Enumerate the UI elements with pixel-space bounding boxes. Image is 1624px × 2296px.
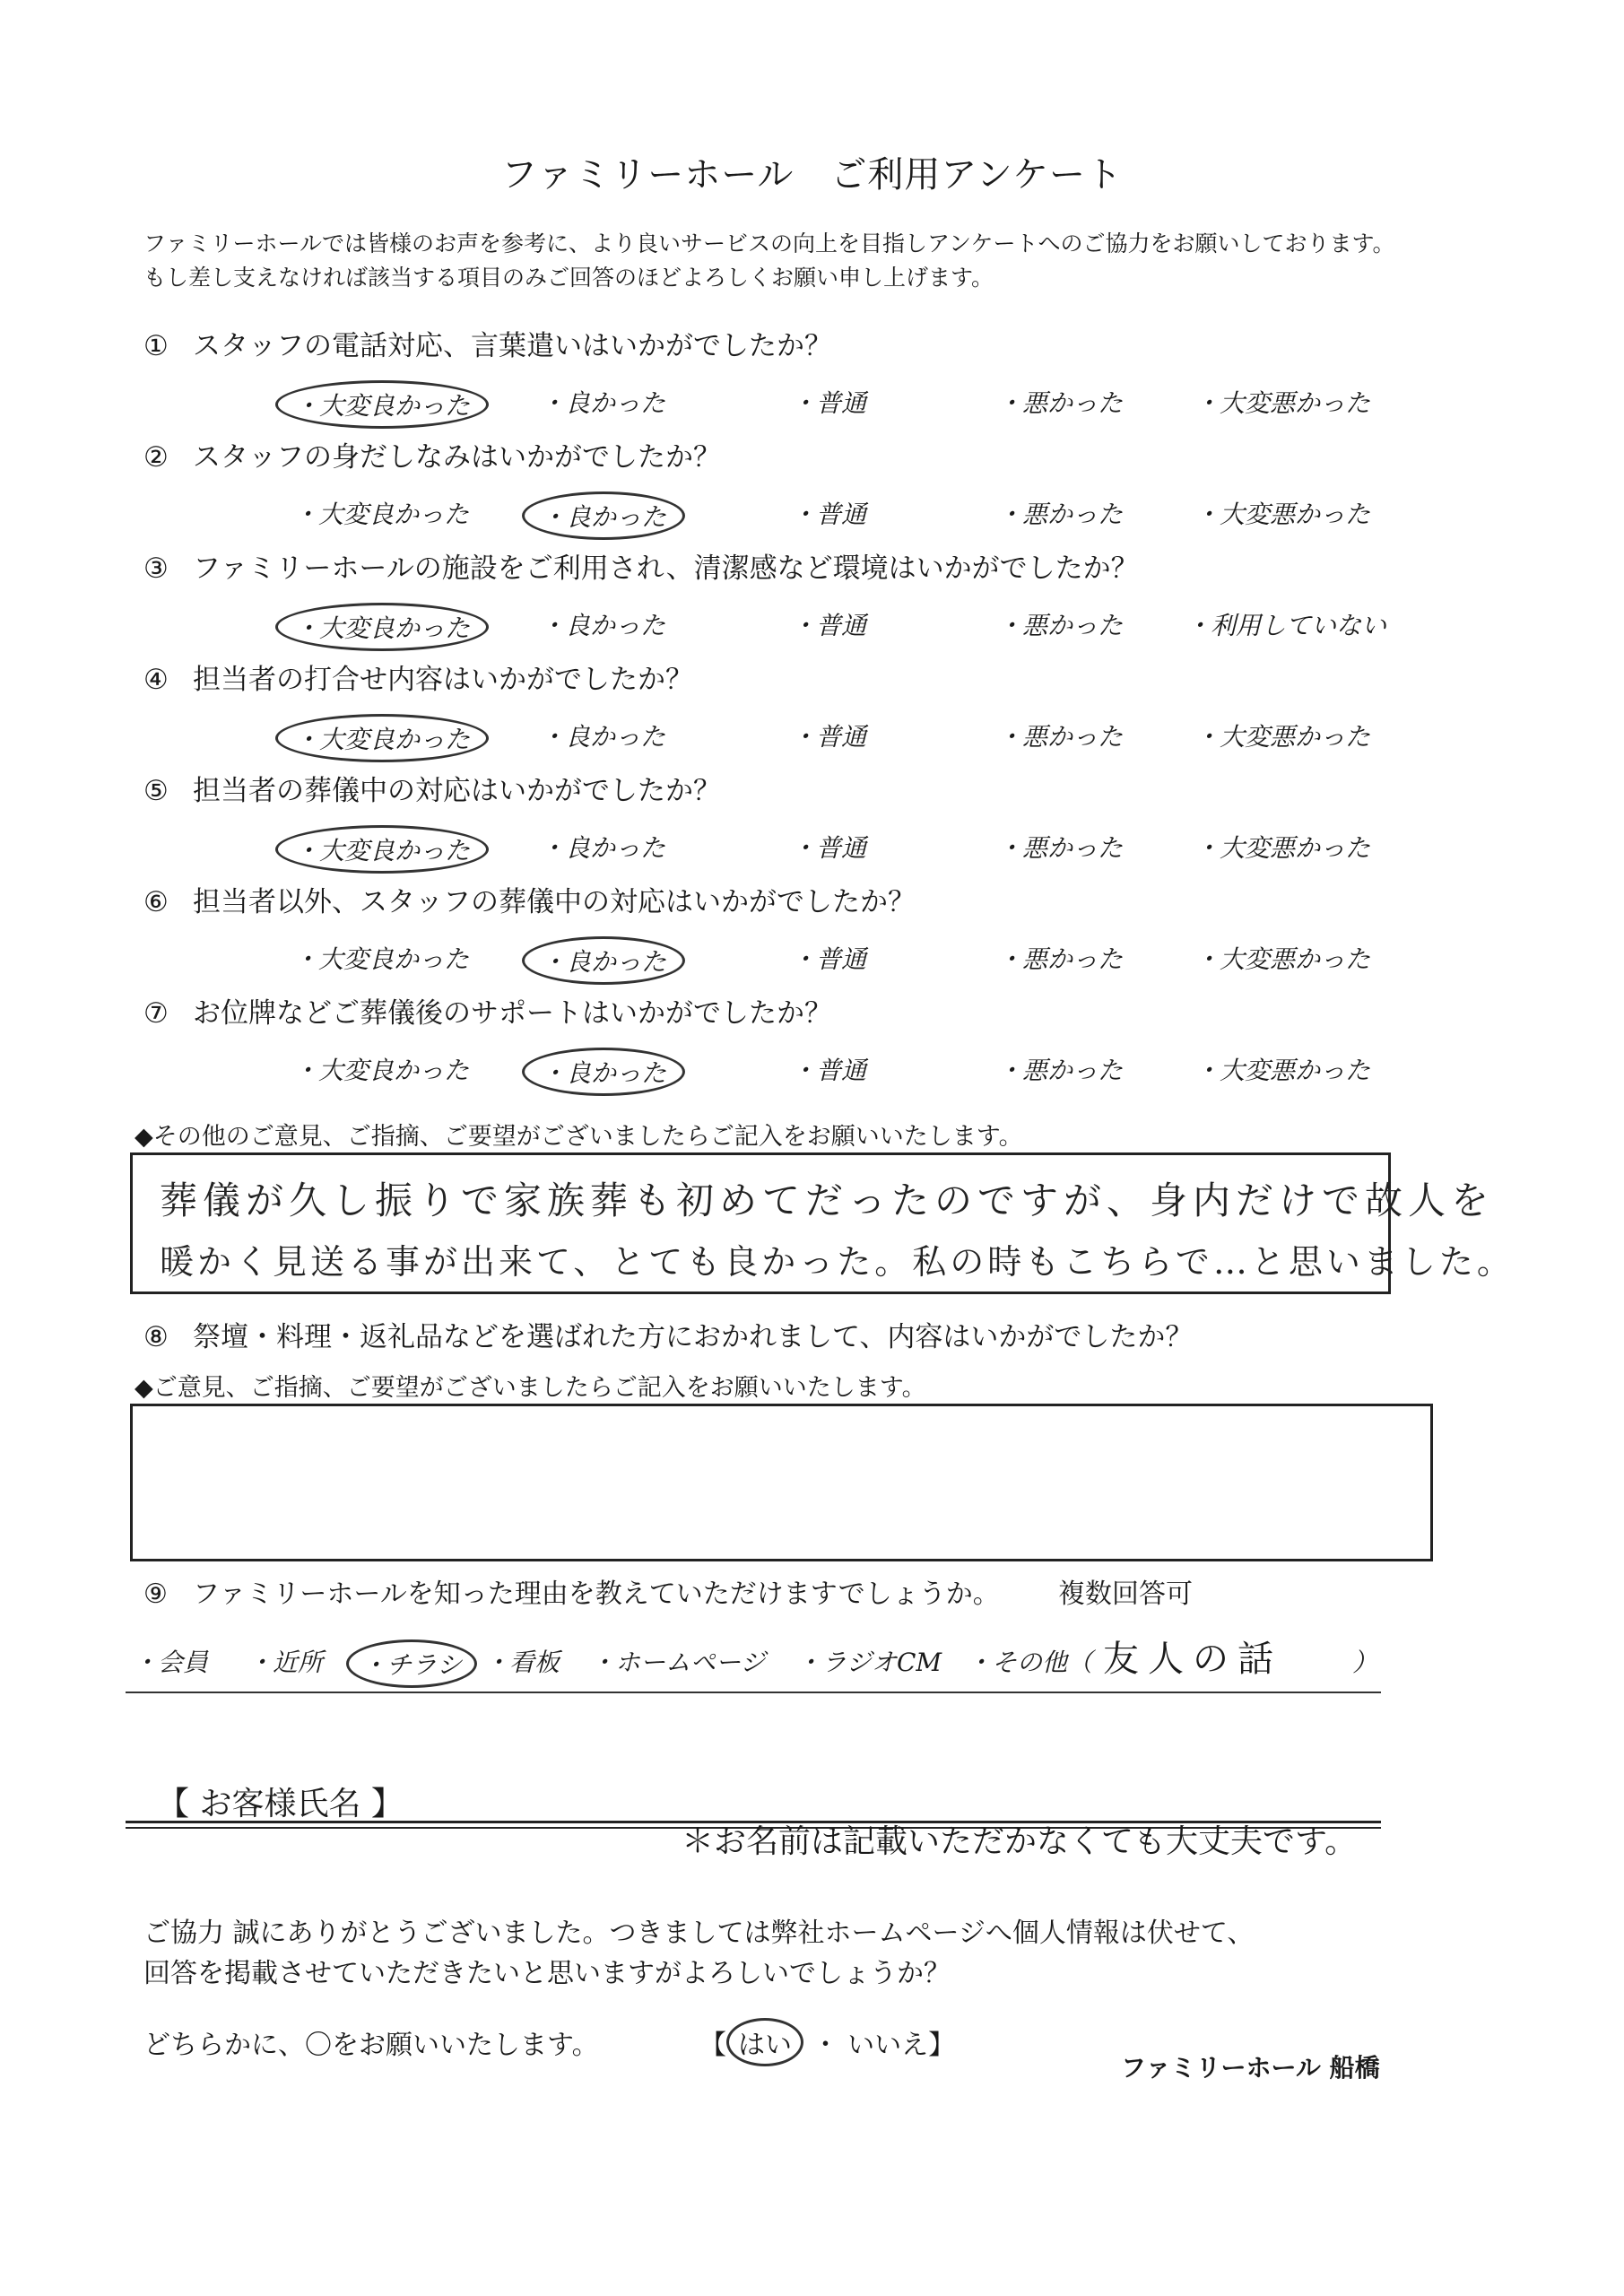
option-very-good[interactable]: ・大変良かった: [293, 944, 470, 974]
question-number: ⑤: [143, 775, 169, 807]
option-good[interactable]: ・良かった: [522, 491, 685, 540]
question-6: [143, 879, 916, 919]
source-member[interactable]: ・会員: [133, 1648, 209, 1677]
question-text: スタッフの身だしなみはいかがでしたか？: [193, 441, 721, 474]
question-7: [143, 990, 832, 1031]
thanks-line-1: ご協力 誠にありがとうございました。つきましては弊社ホームページへ個人情報は伏せて、: [143, 1918, 1255, 1949]
source-other-close: ）: [1352, 1648, 1378, 1677]
comment-box-2[interactable]: [130, 1404, 1433, 1561]
comment-handwriting-line-1: 葬儀が久し振りで家族葬も初めてだったのですが、身内だけで故人を: [160, 1178, 1495, 1222]
question-7-options: [269, 1048, 1435, 1094]
option-normal[interactable]: ・普通: [791, 722, 867, 752]
comment-heading: ◆その他のご意見、ご指摘、ご要望がございましたらご記入をお願いいたします。: [135, 1123, 1023, 1151]
option-normal[interactable]: ・普通: [791, 611, 867, 640]
question-text: ファミリーホールの施設をご利用され、清潔感など環境はいかがでしたか？: [193, 552, 1139, 585]
option-normal[interactable]: ・普通: [791, 388, 867, 418]
question-number: ⑧: [143, 1321, 169, 1353]
question-4-options: [269, 714, 1435, 761]
question-number: ①: [143, 330, 169, 362]
question-4: [143, 657, 693, 697]
question-text: 担当者以外、スタッフの葬儀中の対応はいかがでしたか？: [193, 886, 916, 918]
option-very-bad[interactable]: ・大変悪かった: [1194, 833, 1371, 863]
option-bad[interactable]: ・悪かった: [997, 611, 1124, 640]
option-very-good[interactable]: ・大変良かった: [293, 1056, 470, 1085]
option-very-good[interactable]: ・大変良かった: [275, 825, 489, 874]
other-answer-handwriting: 友人の話: [1103, 1639, 1282, 1680]
option-good[interactable]: ・良かった: [540, 722, 666, 752]
option-good[interactable]: ・良かった: [540, 388, 666, 418]
option-very-good[interactable]: ・大変良かった: [293, 500, 470, 529]
page-title: ファミリーホール ご利用アンケート: [501, 154, 1123, 196]
source-underline: [126, 1692, 1381, 1693]
name-optional-note: ＊お名前は記載いただかなくても大丈夫です。: [682, 1823, 1358, 1860]
option-bad[interactable]: ・悪かった: [997, 833, 1124, 863]
option-normal[interactable]: ・普通: [791, 1056, 867, 1085]
question-number: ②: [143, 441, 169, 474]
source-homepage[interactable]: ・ホームページ: [590, 1648, 766, 1677]
option-normal[interactable]: ・普通: [791, 944, 867, 974]
question-3: [143, 545, 1139, 586]
option-bad[interactable]: ・悪かった: [997, 1056, 1124, 1085]
multiple-answers-note: 複数回答可: [1058, 1578, 1193, 1610]
option-very-good[interactable]: ・大変良かった: [275, 714, 489, 762]
question-5-options: [269, 825, 1435, 872]
question-number: ⑨: [143, 1578, 168, 1610]
bracket-open: 【: [699, 2030, 726, 2061]
question-text: スタッフの電話対応、言葉遣いはいかがでしたか？: [193, 330, 832, 362]
option-good[interactable]: ・良かった: [540, 833, 666, 863]
comment-box[interactable]: [130, 1152, 1515, 1294]
question-1-options: [269, 380, 1435, 427]
comment-heading-2: ◆ご意見、ご指摘、ご要望がございましたらご記入をお願いいたします。: [135, 1374, 926, 1402]
question-1: [143, 323, 832, 363]
option-very-bad[interactable]: ・大変悪かった: [1194, 388, 1371, 418]
comment-handwriting-line-2: 暖かく見送る事が出来て、とても良かった。私の時もこちらで…と思いました。: [160, 1242, 1515, 1282]
question-8: [143, 1314, 1193, 1354]
option-good[interactable]: ・良かった: [540, 611, 666, 640]
question-text: 祭壇・料理・返礼品などを選ばれた方におかれまして、内容はいかがでしたか？: [193, 1321, 1194, 1353]
option-normal[interactable]: ・普通: [791, 500, 867, 529]
question-number: ④: [143, 664, 169, 696]
footer-company: ファミリーホール 船橋: [1121, 2053, 1380, 2083]
question-5: [143, 768, 721, 808]
thanks-line-3: どちらかに、〇をお願いいたします。: [143, 2030, 599, 2061]
source-radio-cm[interactable]: ・ラジオCM: [796, 1648, 942, 1677]
option-bad[interactable]: ・悪かった: [997, 388, 1124, 418]
option-good[interactable]: ・良かった: [522, 936, 685, 985]
option-normal[interactable]: ・普通: [791, 833, 867, 863]
consent-yes[interactable]: はい: [726, 2018, 803, 2066]
question-2-options: [269, 491, 1435, 538]
option-very-bad[interactable]: ・大変悪かった: [1194, 722, 1371, 752]
option-very-bad[interactable]: ・大変悪かった: [1194, 500, 1371, 529]
question-text: ファミリーホールを知った理由を教えていただけますでしょうか。: [193, 1578, 1000, 1610]
source-other[interactable]: ・その他（: [967, 1648, 1093, 1677]
consent-separator: ・: [812, 2030, 839, 2061]
thanks-line-2: 回答を掲載させていただきたいと思いますがよろしいでしょうか？: [143, 1958, 951, 1989]
option-bad[interactable]: ・悪かった: [997, 722, 1124, 752]
source-neighborhood[interactable]: ・近所: [248, 1648, 324, 1677]
option-bad[interactable]: ・悪かった: [997, 944, 1124, 974]
question-text: 担当者の打合せ内容はいかがでしたか？: [193, 664, 693, 696]
question-number: ⑦: [143, 997, 169, 1030]
question-number: ⑥: [143, 886, 169, 918]
question-2: [143, 434, 721, 474]
consent-choice: [699, 2018, 955, 2066]
source-signboard[interactable]: ・看板: [484, 1648, 560, 1677]
option-good[interactable]: ・良かった: [522, 1048, 685, 1096]
intro-line-1: ファミリーホールでは皆様のお声を参考に、より良いサービスの向上を目指しアンケートへのご協力をお願いしております。: [143, 230, 1395, 257]
consent-no[interactable]: いいえ: [847, 2030, 929, 2061]
customer-name-label: 【 お客様氏名 】: [157, 1786, 404, 1822]
question-9: [143, 1571, 1000, 1611]
question-text: 担当者の葬儀中の対応はいかがでしたか？: [193, 775, 721, 807]
source-flyer[interactable]: ・チラシ: [346, 1639, 477, 1688]
option-very-good[interactable]: ・大変良かった: [275, 380, 489, 429]
option-very-bad[interactable]: ・大変悪かった: [1194, 1056, 1371, 1085]
option-not-used[interactable]: ・利用していない: [1185, 611, 1387, 640]
question-text: お位牌などご葬儀後のサポートはいかがでしたか？: [193, 997, 832, 1030]
question-6-options: [269, 936, 1435, 983]
bracket-close: 】: [928, 2030, 956, 2061]
intro-line-2: もし差し支えなければ該当する項目のみご回答のほどよろしくお願い申し上げます。: [143, 265, 994, 291]
question-number: ③: [143, 552, 169, 585]
option-very-good[interactable]: ・大変良かった: [275, 603, 489, 651]
option-bad[interactable]: ・悪かった: [997, 500, 1124, 529]
option-very-bad[interactable]: ・大変悪かった: [1194, 944, 1371, 974]
question-3-options: [269, 603, 1435, 649]
